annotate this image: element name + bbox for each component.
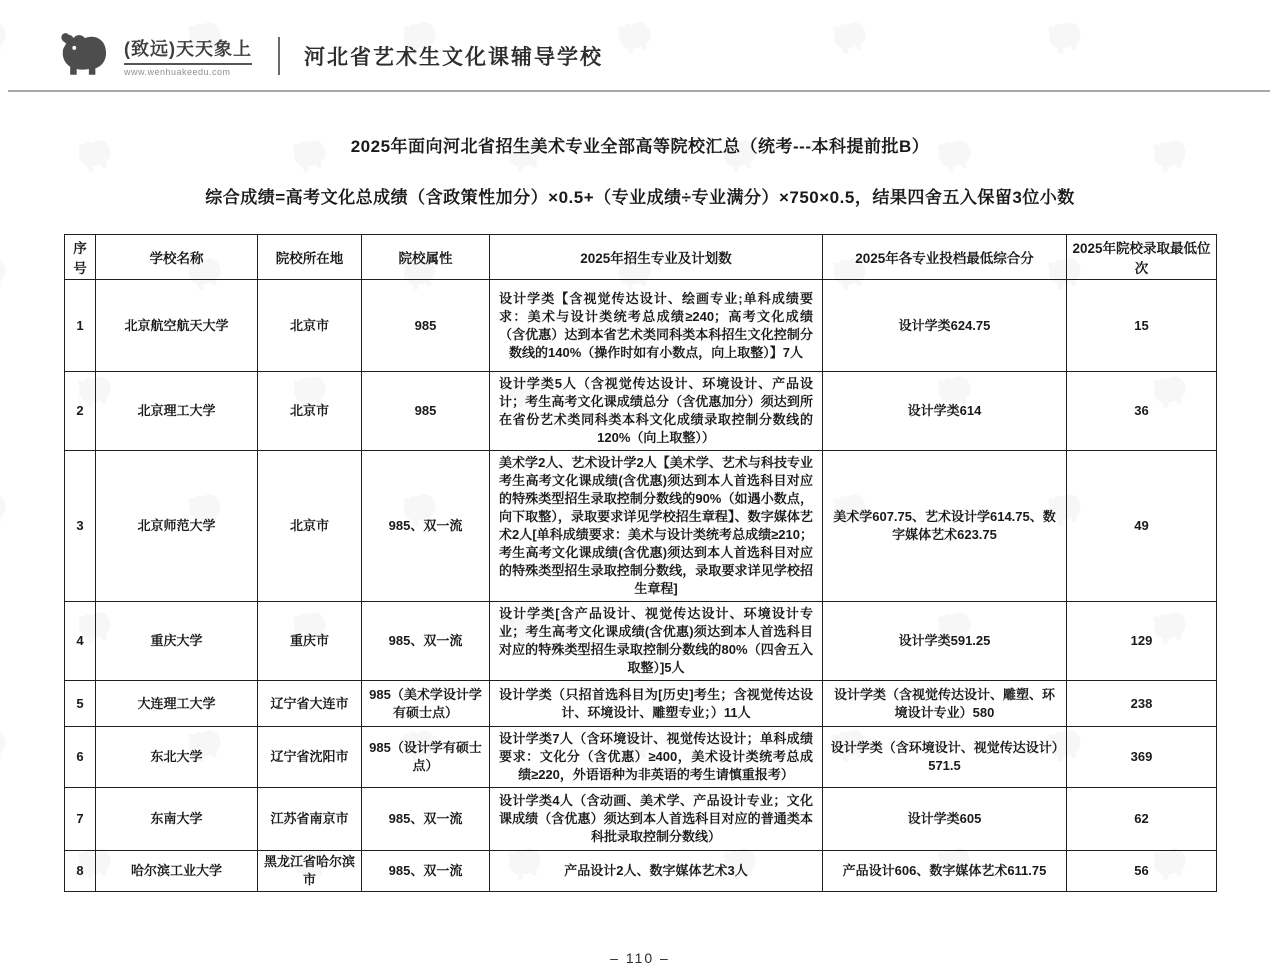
cell-city: 北京市 [258,372,362,451]
table-row [65,372,1217,451]
table-row [65,280,1217,372]
table-row [65,602,1217,681]
table-row [65,727,1217,788]
cell-majors: 设计学类4人（含动画、美术学、产品设计专业；文化课成绩（含优惠）须达到本人首选科目对应的普通类本科批录取控制分数线） [490,788,823,851]
cell-school: 哈尔滨工业大学 [96,851,258,892]
cell-attr: 985（美术学设计学有硕士点） [362,681,490,727]
cell-index: 2 [65,372,96,451]
brand-name: (致远)天天象上 [124,35,252,65]
cell-city: 辽宁省沈阳市 [258,727,362,788]
page-number: – 110 – [610,950,670,966]
cell-score: 设计学类605 [823,788,1067,851]
cell-attr: 985、双一流 [362,788,490,851]
cell-city: 黑龙江省哈尔滨市 [258,851,362,892]
page-header [0,0,1280,86]
cell-score: 产品设计606、数字媒体艺术611.75 [823,851,1067,892]
col-header-score: 2025年各专业投档最低综合分 [823,235,1067,280]
cell-score: 设计学类（含环境设计、视觉传达设计）571.5 [823,727,1067,788]
cell-rank: 238 [1067,681,1217,727]
table-row [65,851,1217,892]
col-header-rank: 2025年院校录取最低位次 [1067,235,1217,280]
cell-score: 设计学类（含视觉传达设计、雕塑、环境设计专业）580 [823,681,1067,727]
cell-city: 重庆市 [258,602,362,681]
score-formula: 综合成绩=高考文化总成绩（含政策性加分）×0.5+（专业成绩÷专业满分）×750×0.5，结果四舍五入保留3位小数 [205,188,1075,207]
cell-majors: 产品设计2人、数字媒体艺术3人 [490,851,823,892]
header-divider [278,37,280,75]
cell-rank: 36 [1067,372,1217,451]
table-header-row [65,235,1217,280]
cell-rank: 369 [1067,727,1217,788]
cell-rank: 15 [1067,280,1217,372]
cell-school: 东南大学 [96,788,258,851]
cell-majors: 美术学2人、艺术设计学2人【美术学、艺术与科技专业考生高考文化课成绩(含优惠)须达到本人首选科目对应的特殊类型招生录取控制分数线的90%（如遇小数点，向下取整），录取要求详见学校招生章程】、数字媒体艺术2人[单科成绩要求：美术与设计类统考总成绩≥210；考生高考文化课成绩(含优惠)须达到本人首选科目对应的特殊类型招生录取控制分数线，录取要求详见学校招生章程] [490,451,823,602]
cell-majors: 设计学类【含视觉传达设计、绘画专业;单科成绩要求：美术与设计类统考总成绩≥240；高考文化成绩（含优惠）达到本省艺术类同科类本科招生文化控制分数线的140%（操作时如有小数点，向上取整）】7人 [490,280,823,372]
col-header-city: 院校所在地 [258,235,362,280]
cell-attr: 985、双一流 [362,602,490,681]
admissions-table [64,234,1217,892]
cell-city: 辽宁省大连市 [258,681,362,727]
cell-school: 东北大学 [96,727,258,788]
cell-index: 5 [65,681,96,727]
brand-url: www.wenhuakeedu.com [124,67,231,77]
cell-attr: 985（设计学有硕士点） [362,727,490,788]
cell-rank: 56 [1067,851,1217,892]
table-row [65,681,1217,727]
cell-majors: 设计学类5人（含视觉传达设计、环境设计、产品设计；考生高考文化课成绩总分（含优惠加分）须达到所在省份艺术类同科类本科文化成绩录取控制分数线的120%（向上取整）） [490,372,823,451]
cell-school: 重庆大学 [96,602,258,681]
cell-school: 大连理工大学 [96,681,258,727]
cell-index: 3 [65,451,96,602]
cell-attr: 985 [362,372,490,451]
col-header-school: 学校名称 [96,235,258,280]
cell-rank: 62 [1067,788,1217,851]
header-rule [8,90,1270,92]
cell-city: 江苏省南京市 [258,788,362,851]
cell-score: 设计学类614 [823,372,1067,451]
page-title: 2025年面向河北省招生美术专业全部高等院校汇总（统考---本科提前批B） [350,137,930,156]
cell-index: 1 [65,280,96,372]
cell-majors: 设计学类7人（含环境设计、视觉传达设计；单科成绩要求：文化分（含优惠）≥400，美术设计类统考总成绩≥220，外语语种为非英语的考生请慎重报考） [490,727,823,788]
cell-score: 设计学类591.25 [823,602,1067,681]
cell-majors: 设计学类[含产品设计、视觉传达设计、环境设计专业；考生高考文化课成绩(含优惠)须达到本人首选科目对应的特殊类型招生录取控制分数线的80%（四舍五入取整）]5人 [490,602,823,681]
table-row [65,451,1217,602]
cell-index: 6 [65,727,96,788]
cell-attr: 985 [362,280,490,372]
cell-attr: 985、双一流 [362,451,490,602]
cell-rank: 129 [1067,602,1217,681]
cell-score: 设计学类624.75 [823,280,1067,372]
col-header-attr: 院校属性 [362,235,490,280]
cell-index: 8 [65,851,96,892]
cell-index: 4 [65,602,96,681]
col-header-majors: 2025年招生专业及计划数 [490,235,823,280]
cell-school: 北京理工大学 [96,372,258,451]
cell-city: 北京市 [258,280,362,372]
cell-score: 美术学607.75、艺术设计学614.75、数字媒体艺术623.75 [823,451,1067,602]
cell-rank: 49 [1067,451,1217,602]
header-subtitle: 河北省艺术生文化课辅导学校 [304,46,603,69]
cell-attr: 985、双一流 [362,851,490,892]
cell-school: 北京航空航天大学 [96,280,258,372]
cell-majors: 设计学类（只招首选科目为[历史]考生；含视觉传达设计、环境设计、雕塑专业；）11人 [490,681,823,727]
cell-school: 北京师范大学 [96,451,258,602]
col-header-index: 序号 [65,235,96,280]
elephant-logo-icon [58,31,110,81]
cell-city: 北京市 [258,451,362,602]
brand-block [124,35,252,77]
table-row [65,788,1217,851]
cell-index: 7 [65,788,96,851]
